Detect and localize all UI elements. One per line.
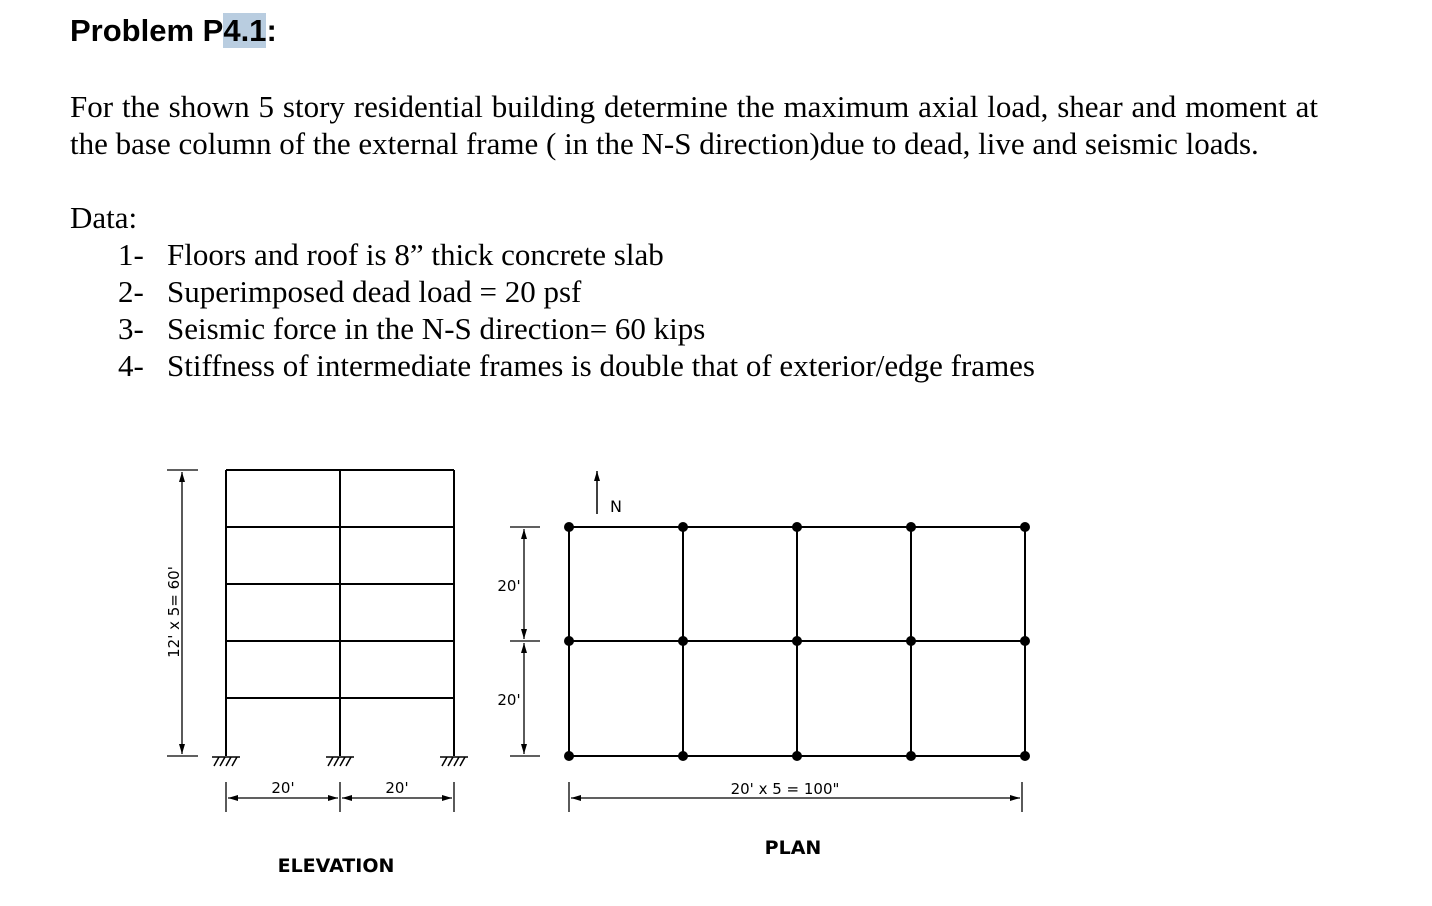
column-node bbox=[792, 636, 802, 646]
north-label: N bbox=[610, 497, 622, 516]
column-node bbox=[678, 751, 688, 761]
problem-title: Problem P4.1: bbox=[70, 13, 277, 48]
problem-description: For the shown 5 story residential building determine the maximum axial load, shear and moment at the base column of the external frame ( in the N-S direction)due to dead, live and seismic loads. bbox=[70, 89, 1318, 161]
bay-dimension bbox=[226, 782, 454, 812]
column-node bbox=[564, 636, 574, 646]
column-node bbox=[678, 636, 688, 646]
fixed-support-icon bbox=[326, 757, 354, 766]
list-item: 2- Superimposed dead load = 20 psf bbox=[118, 274, 582, 309]
list-item: 1- Floors and roof is 8” thick concrete slab bbox=[118, 237, 664, 272]
column-node bbox=[1020, 636, 1030, 646]
column-node bbox=[792, 751, 802, 761]
height-dimension-label: 12' x 5= 60' bbox=[165, 566, 183, 658]
plan-vertical-dimension bbox=[510, 527, 540, 756]
list-item: 3- Seismic force in the N-S direction= 60 kips bbox=[118, 311, 706, 346]
column-node bbox=[1020, 751, 1030, 761]
plan-drawing bbox=[510, 471, 1030, 812]
data-heading: Data: bbox=[70, 200, 138, 235]
elevation-caption: ELEVATION bbox=[277, 855, 395, 877]
column-node bbox=[1020, 522, 1030, 532]
elevation-frame bbox=[226, 470, 454, 756]
column-node bbox=[906, 751, 916, 761]
column-node bbox=[906, 522, 916, 532]
column-node bbox=[564, 522, 574, 532]
fixed-support-icon bbox=[212, 757, 240, 766]
fixed-support-icon bbox=[440, 757, 468, 766]
plan-bay-dimension-label: 20' bbox=[497, 691, 521, 709]
bay-dimension-label: 20' bbox=[271, 779, 295, 797]
plan-caption: PLAN bbox=[764, 837, 822, 859]
bay-dimension-label: 20' bbox=[385, 779, 409, 797]
plan-bay-dimension-label: 20' bbox=[497, 577, 521, 595]
column-node bbox=[564, 751, 574, 761]
elevation-drawing bbox=[167, 470, 468, 812]
column-node bbox=[792, 522, 802, 532]
column-node bbox=[906, 636, 916, 646]
column-node bbox=[678, 522, 688, 532]
list-item: 4- Stiffness of intermediate frames is double that of exterior/edge frames bbox=[118, 348, 1035, 383]
plan-length-label: 20' x 5 = 100" bbox=[730, 780, 840, 798]
